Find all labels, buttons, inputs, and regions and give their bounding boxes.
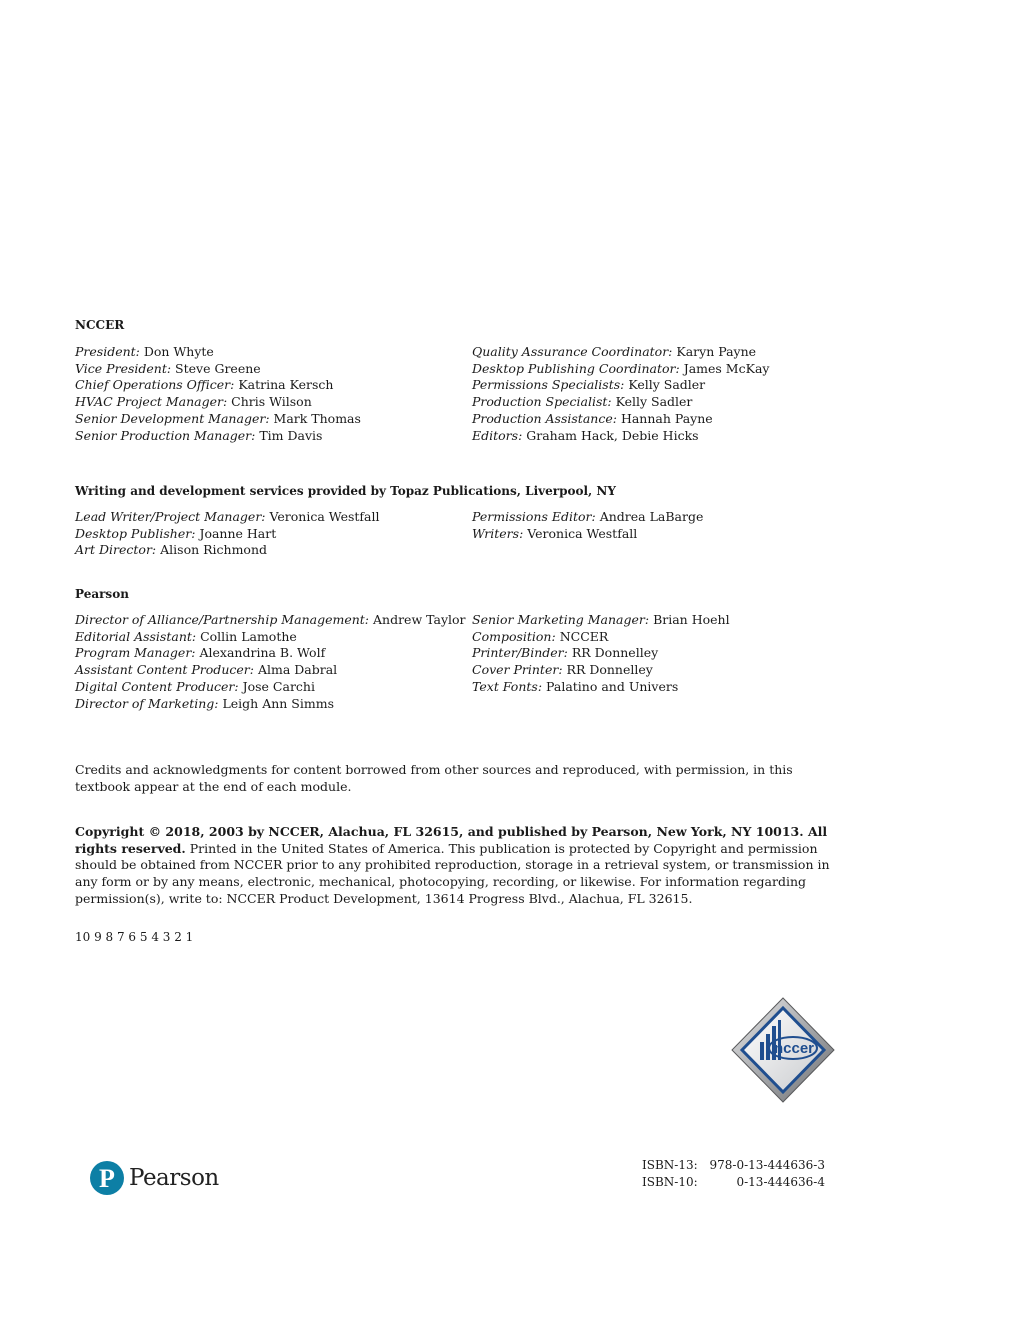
copyright-notice: Copyright © 2018, 2003 by NCCER, Alachua, FL 32615, and published by Pearson, New York, NY 10013. All rights reserved.	[75, 824, 828, 856]
staff-line: Quality Assurance Coordinator: Karyn Payne	[472, 344, 757, 359]
nccer-heading: NCCER	[75, 318, 125, 332]
staff-line: Production Assistance: Hannah Payne	[472, 410, 713, 426]
credits-paragraph: Credits and acknowledgments for content borrowed from other sources and reproduced, with permission, in this textbook appear at the end of each module.	[75, 762, 793, 794]
staff-line: Text Fonts: Palatino and Univers	[472, 678, 679, 694]
pearson-staff-left	[75, 612, 466, 712]
pearson-p-icon	[90, 1160, 124, 1196]
isbn-row	[642, 1174, 825, 1191]
staff-line: President: Don Whyte	[75, 344, 214, 359]
staff-line: HVAC Project Manager: Chris Wilson	[75, 394, 312, 410]
staff-line: Senior Marketing Manager: Brian Hoehl	[472, 612, 730, 627]
isbn-label: ISBN-10:	[642, 1174, 698, 1189]
pearson-heading: Pearson	[75, 587, 129, 601]
staff-line: Assistant Content Producer: Alma Dabral	[75, 662, 338, 678]
pearson-staff-right	[472, 612, 730, 696]
nccer-staff-right	[472, 344, 769, 444]
staff-line: Editors: Graham Hack, Debie Hicks	[472, 427, 699, 443]
staff-line: Director of Marketing: Leigh Ann Simms	[75, 695, 334, 711]
nccer-diamond-icon	[730, 996, 836, 1104]
pearson-wordmark: Pearson	[129, 1165, 219, 1191]
staff-line: Art Director: Alison Richmond	[75, 542, 268, 558]
topaz-heading: Writing and development services provided by Topaz Publications, Liverpool, NY	[75, 484, 616, 498]
staff-line: Digital Content Producer: Jose Carchi	[75, 678, 315, 694]
copyright-body: Printed in the United States of America. This publication is protected by Copyright and permission should be obtained from NCCER prior to any prohibited reproduction, storage in a retrieval system, or transmission in any form or by any means, electronic, mechanical, photocopying, recording, or likewise. For information regarding permission(s), write to: NCCER Product Development, 13614 Progress Blvd., Alachua, FL 32615.	[75, 840, 830, 906]
pearson-mark: P	[99, 1164, 115, 1193]
topaz-staff-left	[75, 509, 380, 559]
staff-line: Program Manager: Alexandrina B. Wolf	[75, 645, 326, 661]
staff-line: Senior Production Manager: Tim Davis	[75, 427, 323, 443]
isbn-row	[642, 1157, 825, 1174]
staff-line: Editorial Assistant: Collin Lamothe	[75, 628, 297, 644]
staff-line: Printer/Binder: RR Donnelley	[472, 645, 659, 661]
staff-line: Chief Operations Officer: Katrina Kersch	[75, 377, 334, 393]
staff-line: Composition: NCCER	[472, 628, 609, 644]
staff-line: Desktop Publishing Coordinator: James McKay	[472, 360, 770, 376]
staff-line: Writers: Veronica Westfall	[472, 525, 638, 541]
nccer-wordmark: nccer	[773, 1040, 815, 1057]
staff-line: Permissions Specialists: Kelly Sadler	[472, 377, 706, 393]
staff-line: Cover Printer: RR Donnelley	[472, 662, 653, 678]
isbn-value: 978-0-13-444636-3	[709, 1158, 825, 1172]
copyright-paragraph	[75, 824, 845, 908]
staff-line: Production Specialist: Kelly Sadler	[472, 394, 693, 410]
staff-line: Director of Alliance/Partnership Management: Andrew Taylor	[75, 612, 466, 627]
staff-line: Desktop Publisher: Joanne Hart	[75, 525, 277, 541]
staff-line: Permissions Editor: Andrea LaBarge	[472, 509, 704, 524]
isbn-block	[642, 1157, 825, 1190]
nccer-staff-left	[75, 344, 361, 444]
staff-line: Senior Development Manager: Mark Thomas	[75, 410, 361, 426]
pearson-logo	[90, 1160, 219, 1196]
staff-line: Lead Writer/Project Manager: Veronica Westfall	[75, 509, 380, 524]
staff-line: Vice President: Steve Greene	[75, 360, 261, 376]
isbn-label: ISBN-13:	[642, 1158, 698, 1172]
isbn-value: 0-13-444636-4	[736, 1174, 825, 1189]
nccer-logo	[730, 996, 836, 1108]
topaz-staff-right	[472, 509, 703, 542]
print-line: 10 9 8 7 6 5 4 3 2 1	[75, 930, 194, 944]
